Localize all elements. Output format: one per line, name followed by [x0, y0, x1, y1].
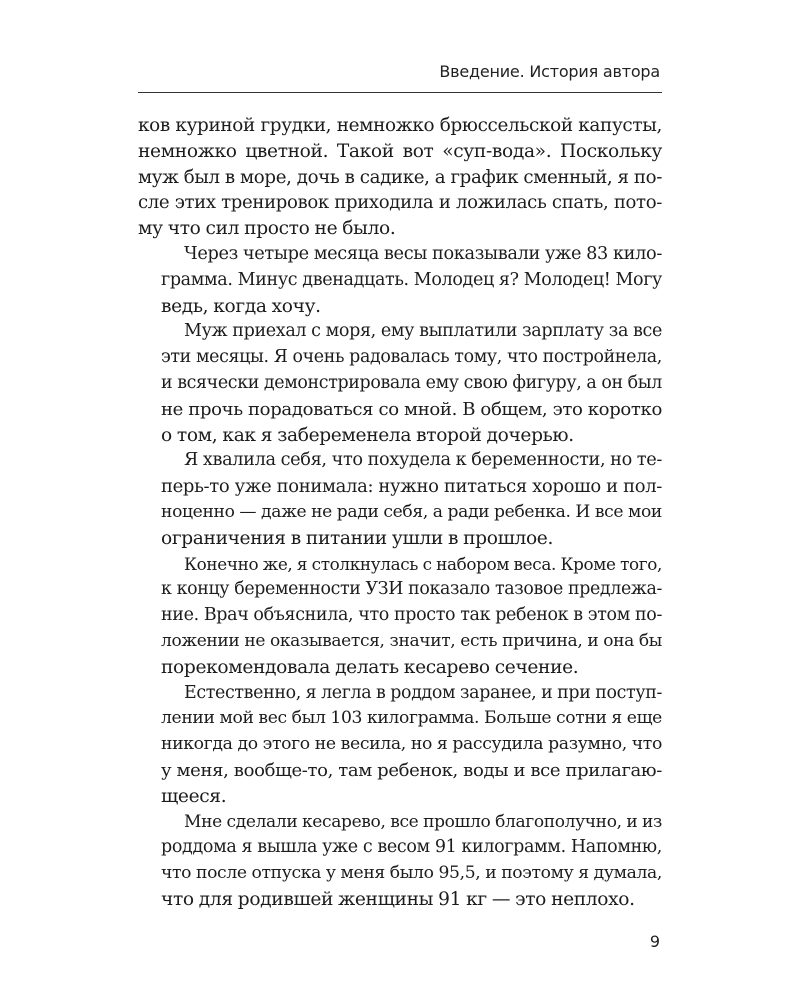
text-line: сле этих тренировок приходила и ложилась спать, пото-: [138, 192, 662, 214]
text-line: ведь, когда хочу.: [161, 295, 321, 317]
text-line: ложении не оказывается, значит, есть причина, и она бы: [161, 630, 662, 651]
text-line: Я хвалила себя, что похудела к беременности, но те-: [184, 450, 662, 471]
text-line: немножко цветной. Такой вот «суп-вода». Поскольку: [138, 140, 662, 162]
paragraph-2: [138, 242, 662, 319]
text-line: Естественно, я легла в роддом заранее, и при поступ-: [184, 682, 662, 703]
text-line: ограничения в питании ушли в прошлое.: [161, 527, 554, 549]
text-line: и всячески демонстрировала ему свою фигуру, а он был: [161, 372, 662, 393]
header-rule: [138, 92, 662, 93]
text-line: ков куриной грудки, немножко брюссельской капусты,: [138, 115, 662, 136]
text-line: щееся.: [161, 785, 227, 807]
running-header: Введение. История автора: [439, 62, 660, 81]
text-line: у меня, вообще-то, там ребенок, воды и все прилагаю-: [161, 759, 662, 781]
text-line: о том, как я забеременела второй дочерью.: [161, 424, 574, 446]
text-line: не прочь порадоваться со мной. В общем, это коротко: [161, 398, 662, 420]
text-line: Через четыре месяца весы показывали уже 83 кило-: [184, 243, 662, 264]
text-line: Конечно же, я столкнулась с набором веса. Кроме того,: [184, 553, 662, 574]
text-line: муж был в море, дочь в садике, а график сменный, я по-: [138, 166, 662, 188]
text-line: к концу беременности УЗИ показало тазовое предлежа-: [161, 579, 662, 600]
paragraph-5: [138, 552, 662, 681]
text-line: лении мой вес был 103 килограмма. Больше сотни я еще: [161, 708, 662, 729]
text-line: порекомендовала делать кесарево сечение.: [161, 656, 579, 678]
paragraph-4: [138, 448, 662, 551]
paragraph-6: [138, 681, 662, 810]
text-line: эти месяцы. Я очень радовалась тому, что постройнела,: [161, 347, 662, 368]
text-line: никогда до этого не весила, но я рассудила разумно, что: [161, 734, 662, 755]
text-line: Мне сделали кесарево, все прошло благополучно, и из: [184, 811, 662, 832]
page-body: [138, 113, 662, 913]
page-number: 9: [649, 932, 660, 951]
text-line: что для родившей женщины 91 кг — это неплохо.: [161, 888, 635, 910]
paragraph-7: [138, 810, 662, 913]
text-line: му что сил просто не было.: [138, 218, 396, 240]
paragraph-3: [138, 319, 662, 448]
text-line: роддома я вышла уже с весом 91 килограмм. Напомню,: [161, 837, 662, 858]
text-line: ноценно — даже не ради себя, а ради ребенка. И все мои: [161, 501, 662, 522]
paragraph-1: [138, 113, 662, 242]
text-line: грамма. Минус двенадцать. Молодец я? Молодец! Могу: [161, 269, 662, 290]
text-line: Муж приехал с моря, ему выплатили зарплату за все: [184, 321, 662, 342]
text-line: ние. Врач объяснила, что просто так ребенок в этом по-: [161, 605, 662, 626]
text-line: перь-то уже понимала: нужно питаться хорошо и пол-: [161, 476, 662, 498]
text-line: что после отпуска у меня было 95,5, и поэтому я думала,: [161, 863, 662, 884]
